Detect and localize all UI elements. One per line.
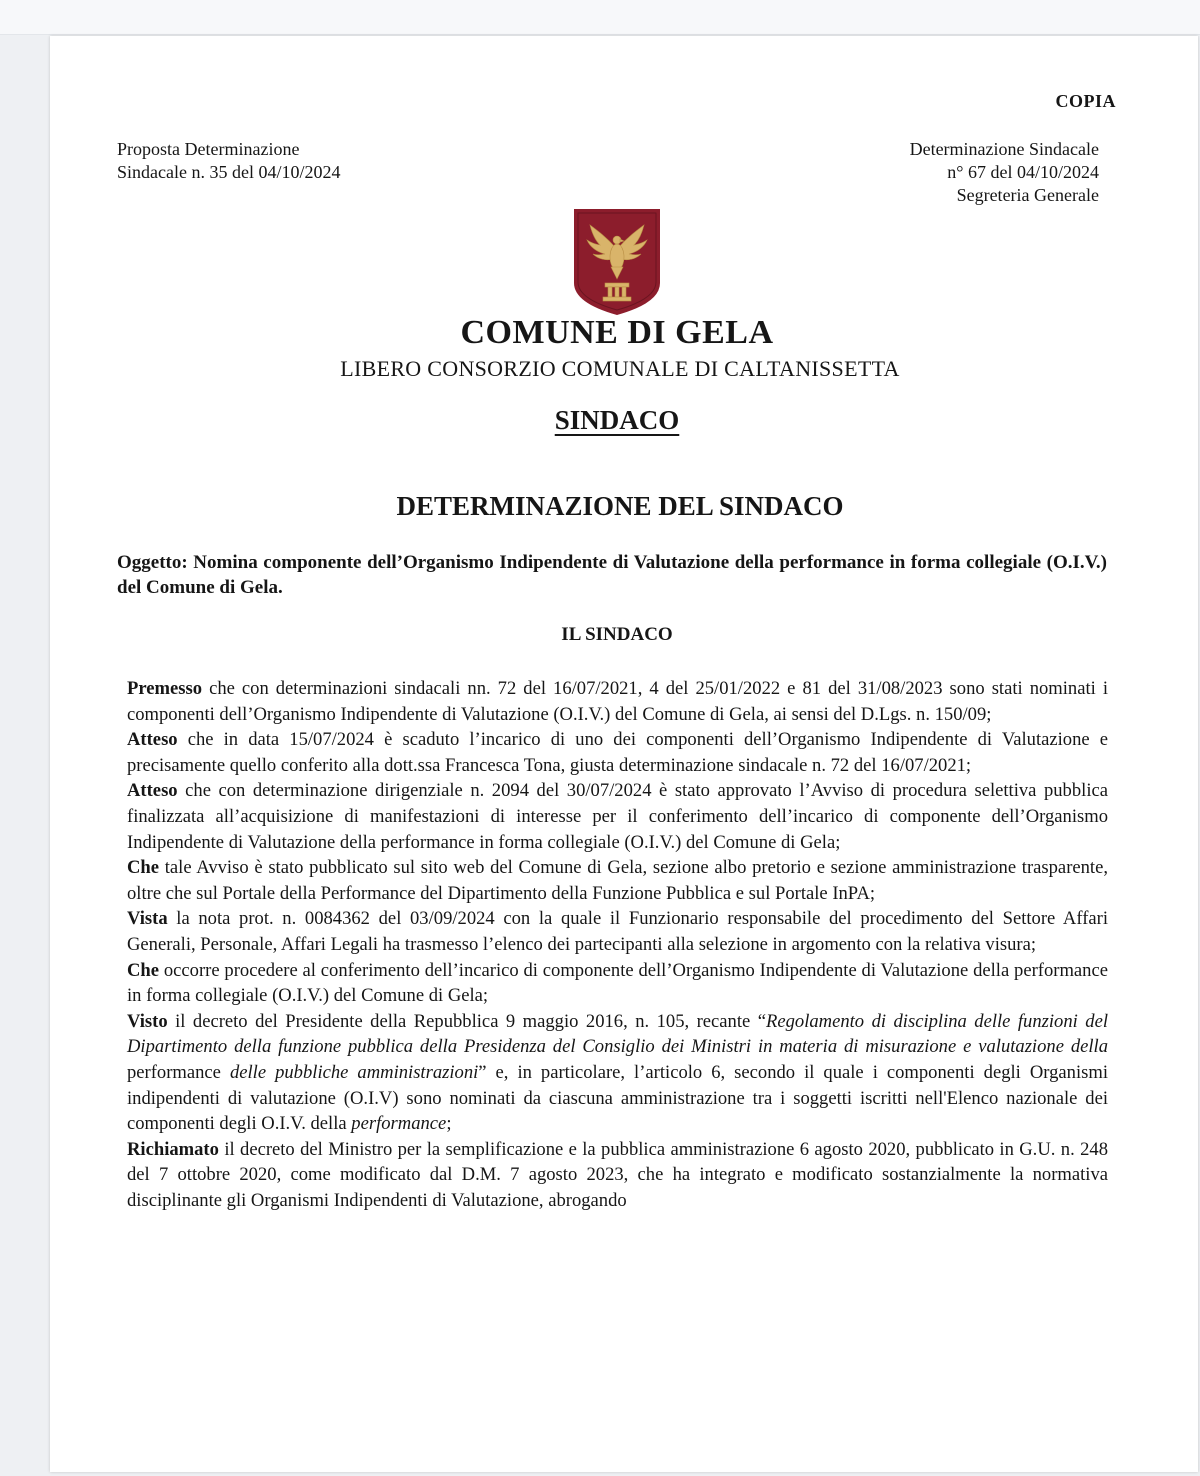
determination-reference: [910, 138, 1099, 207]
paragraph-che-2: [127, 958, 1108, 1009]
proposal-reference: [117, 138, 340, 184]
paragraph-text-segment: ;: [446, 1113, 452, 1135]
paragraph-text-segment: ” e, in particolare, l’articolo 6, secondo il quale i componenti degli Organismi indipendenti di valutazione (O.I.V) sono nominati da ciascuna amministrazione tra i soggetti iscritti nell'Elenco nazionale dei componenti degli O.I.V. della: [127, 1061, 1108, 1135]
determination-reference-line1: Determinazione Sindacale: [909, 139, 1099, 159]
paragraph-keyword: Premesso: [127, 678, 203, 699]
paragraph-keyword: Che: [127, 959, 160, 981]
paragraph-keyword: Richiamato: [127, 1138, 219, 1160]
municipality-name: COMUNE DI GELA: [460, 314, 774, 351]
paragraph-text-segment: il decreto del Presidente della Repubblica 9 maggio 2016, n. 105, recante “: [167, 1010, 766, 1032]
paragraph-atteso-2: [127, 778, 1108, 855]
proposal-reference-line1: Proposta Determinazione: [117, 139, 300, 159]
paragraph-text: che con determinazione dirigenziale n. 2094 del 30/07/2024 è stato approvato l’Avviso di procedura selettiva pubblica finalizzata all’acquisizione di manifestazioni di interesse per il conferimento dell’incarico di componente dell’Organismo Indipendente di Valutazione della performance in forma collegiale (O.I.V.) del Comune di Gela;: [127, 780, 1108, 853]
document-title: DETERMINAZIONE DEL SINDACO: [396, 491, 844, 521]
copia-label: COPIA: [1055, 91, 1116, 111]
paragraph-italic-segment: delle pubbliche amministrazioni: [229, 1061, 479, 1083]
paragraph-keyword: Atteso: [127, 780, 178, 802]
paragraph-richiamato: [127, 1137, 1108, 1214]
paragraph-italic-segment: Regolamento di disciplina delle funzioni del Dipartimento della funzione pubblica della Presidenza del Consiglio dei Ministri in materia di misurazione e valutazione della: [127, 1010, 1108, 1058]
paragraph-text-segment: performance: [127, 1061, 230, 1083]
document-page: [50, 36, 1198, 1472]
determination-reference-line3: Segreteria Generale: [956, 185, 1099, 205]
paragraph-italic-segment: performance: [351, 1113, 447, 1135]
paragraph-text: tale Avviso è stato pubblicato sul sito web del Comune di Gela, sezione albo pretorio e sezione amministrazione trasparente, oltre che sul Portale della Performance del Dipartimento della Funzione Pubblica e sul Portale InPA;: [127, 857, 1108, 904]
determination-reference-line2: n° 67 del 04/10/2024: [947, 162, 1099, 182]
paragraph-text: la nota prot. n. 0084362 del 03/09/2024 con la quale il Funzionario responsabile del procedimento del Settore Affari Generali, Personale, Affari Legali ha trasmesso l’elenco dei partecipanti alla selezione in argomento con la relativa visura;: [127, 908, 1108, 955]
proposal-reference-line2: Sindacale n. 35 del 04/10/2024: [117, 162, 341, 182]
section-heading: IL SINDACO: [561, 624, 673, 645]
paragraph-text: il decreto del Ministro per la semplificazione e la pubblica amministrazione 6 agosto 2020, pubblicato in G.U. n. 248 del 7 ottobre 2020, come modificato dal D.M. 7 agosto 2023, che ha integrato e modificato sostanzialmente la normativa disciplinante gli Organismi Indipendenti di Valutazione, abrogando: [127, 1138, 1108, 1211]
paragraph-text: che in data 15/07/2024 è scaduto l’incarico di uno dei componenti dell’Organismo Indipendente di Valutazione e precisamente quello conferito alla dott.ssa Francesca Tona, giusta determinazione sindacale n. 72 del 16/07/2021;: [127, 729, 1108, 776]
paragraph-keyword: Che: [127, 857, 160, 879]
consortium-name: LIBERO CONSORZIO COMUNALE DI CALTANISSETTA: [340, 356, 900, 381]
gela-coat-of-arms-icon: [572, 207, 662, 317]
subject-line: Oggetto: Nomina componente dell’Organismo Indipendente di Valutazione della performance in forma collegiale (O.I.V.) del Comune di Gela.: [117, 552, 1107, 598]
viewer-top-bar: [0, 0, 1200, 35]
paragraph-atteso-1: [127, 727, 1108, 778]
document-body: [127, 676, 1108, 1213]
paragraph-keyword: Vista: [127, 908, 168, 930]
paragraph-text: occorre procedere al conferimento dell’incarico di componente dell’Organismo Indipendente di Valutazione della performance in forma collegiale (O.I.V.) del Comune di Gela;: [127, 959, 1108, 1007]
paragraph-premesso: [127, 676, 1108, 727]
paragraph-keyword: Atteso: [127, 729, 178, 751]
paragraph-visto: [127, 1009, 1108, 1137]
paragraph-vista: [127, 906, 1108, 957]
paragraph-keyword: Visto: [127, 1010, 168, 1032]
paragraph-che-1: [127, 855, 1108, 906]
office-title: SINDACO: [554, 405, 680, 435]
paragraph-text: che con determinazioni sindacali nn. 72 del 16/07/2021, 4 del 25/01/2022 e 81 del 31/08/2023 sono stati nominati i componenti dell’Organismo Indipendente di Valutazione (O.I.V.) del Comune di Gela, ai sensi del D.Lgs. n. 150/09;: [127, 678, 1108, 725]
